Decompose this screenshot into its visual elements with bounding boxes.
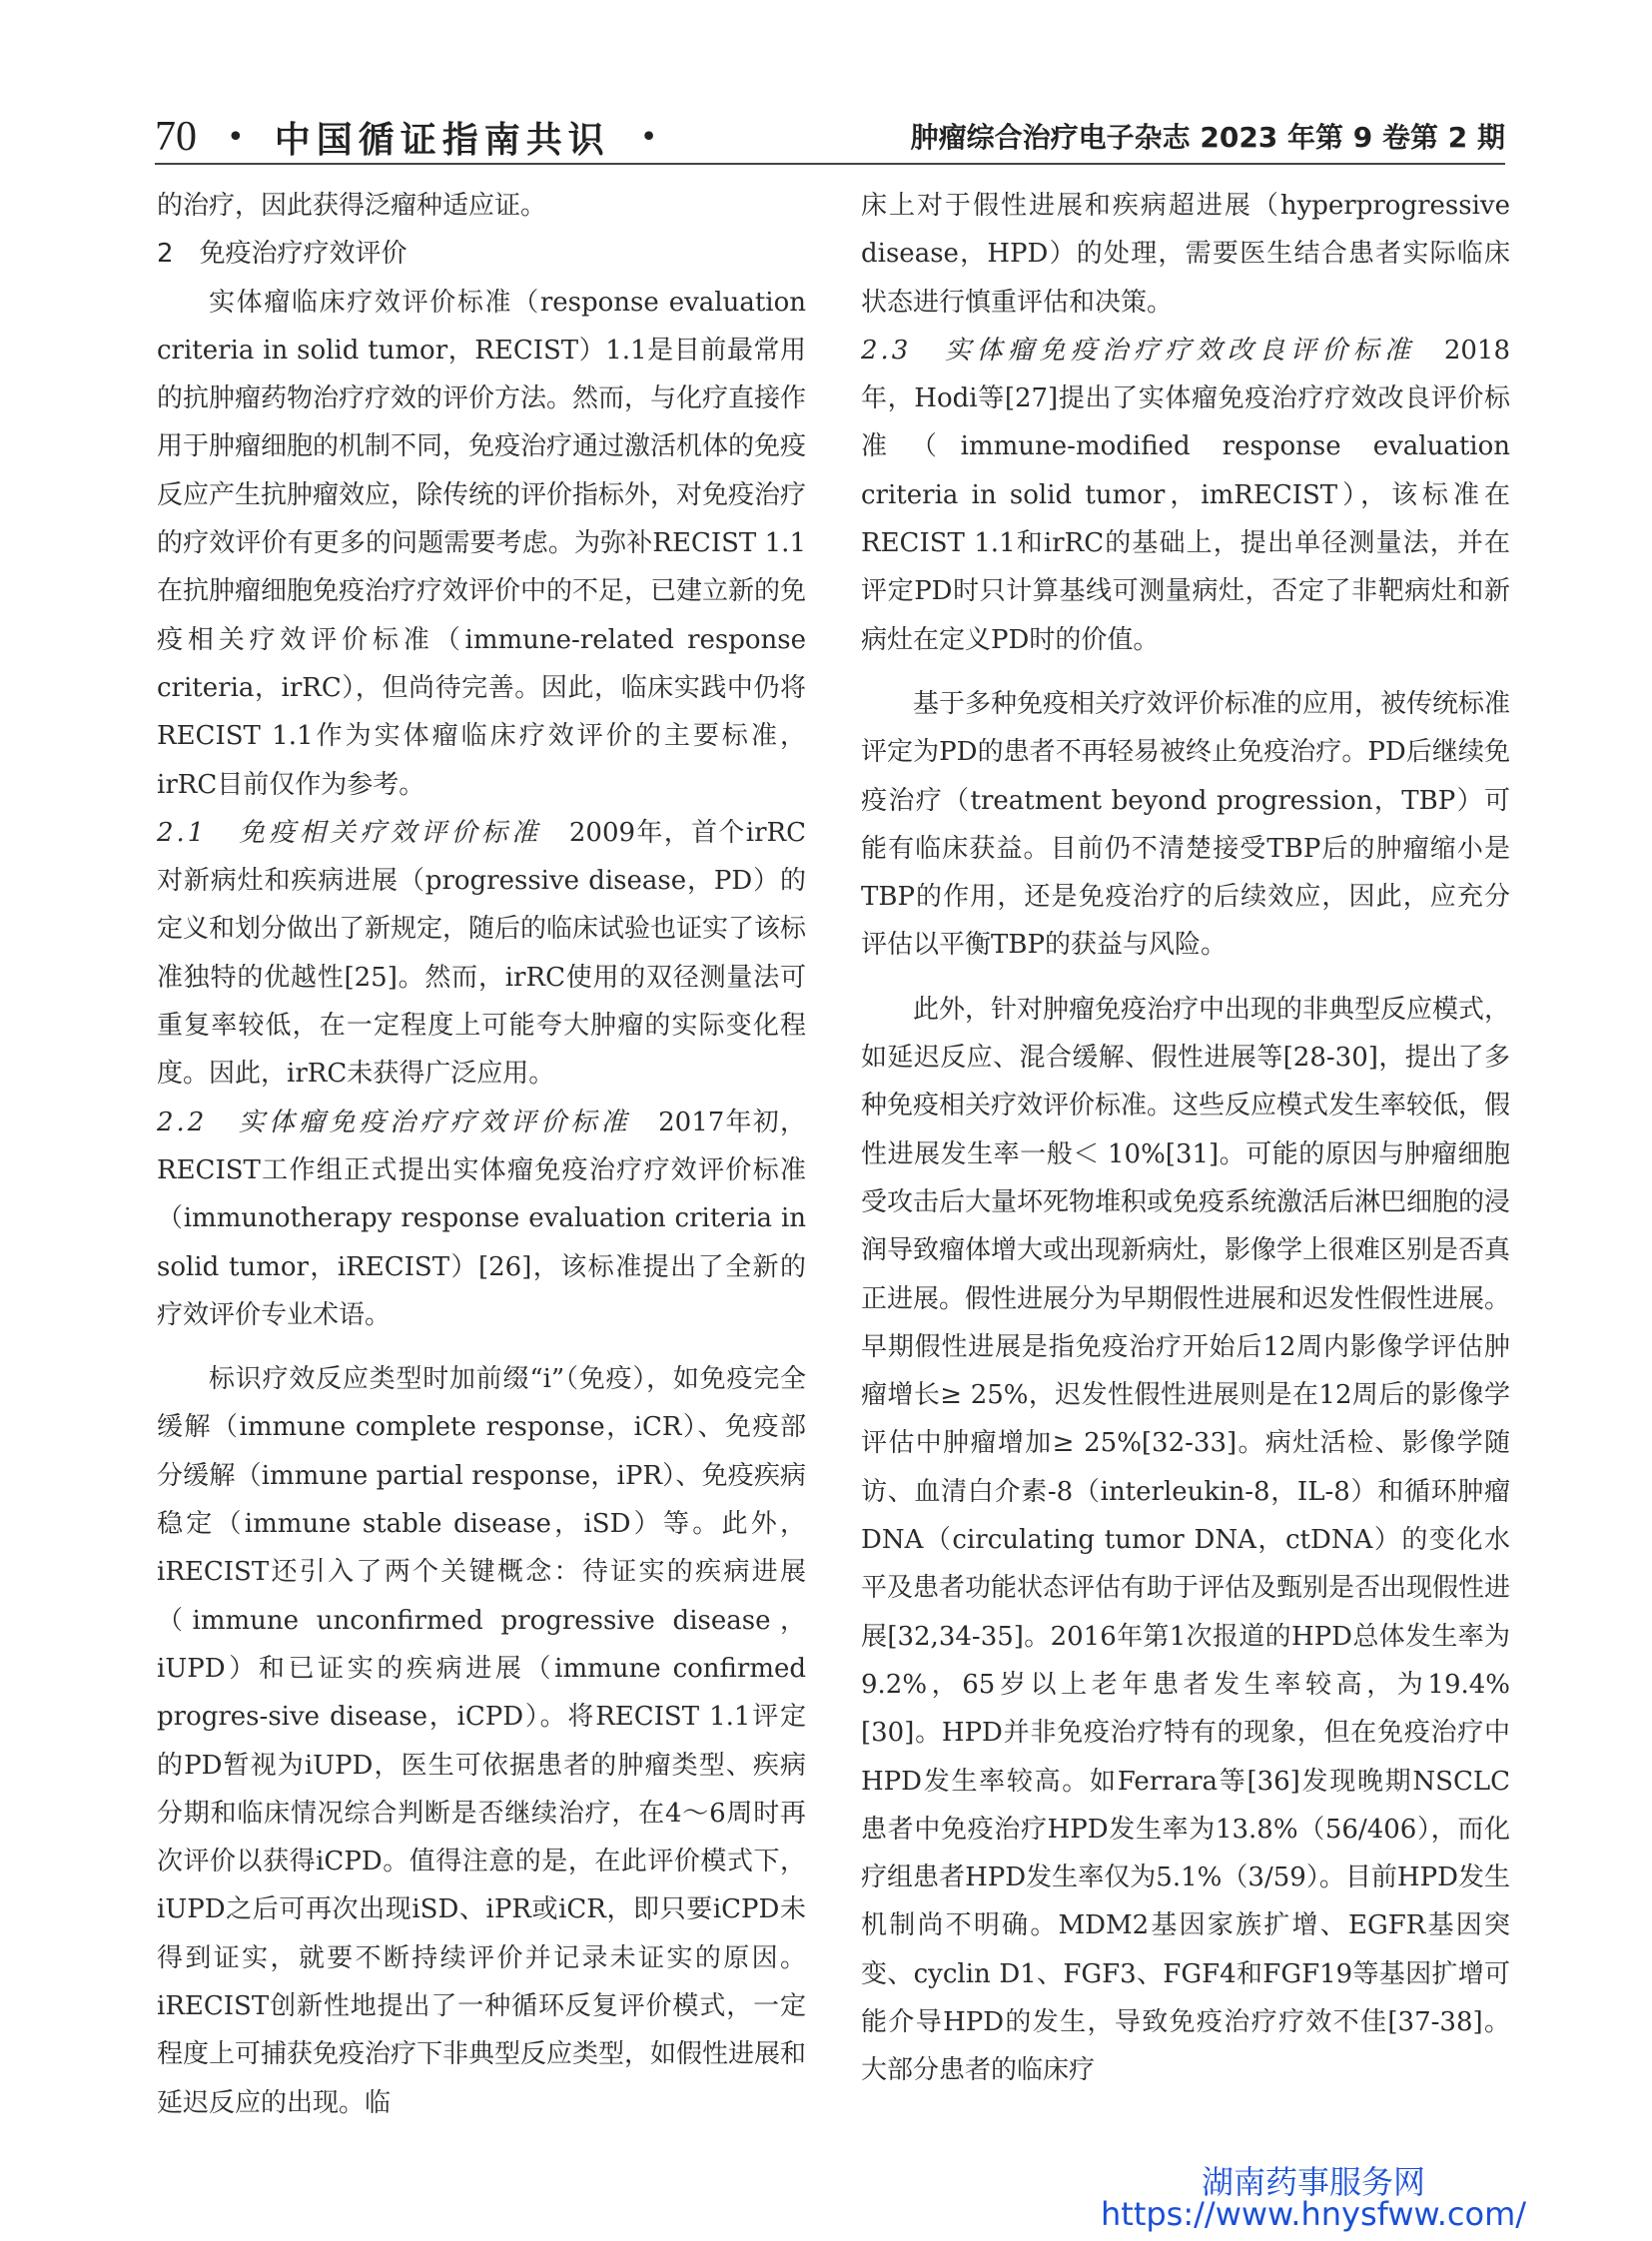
page-number: 70 (155, 114, 197, 160)
subsection-heading-2-2: 2.2 实体瘤免疫治疗疗效评价标准 (157, 1107, 631, 1137)
paragraph-tbp: 基于多种免疫相关疗效评价标准的应用，被传统标准评定为PD的患者不再轻易被终止免疫治疗。PD后继续免疫治疗（treatment beyond progression，TBP）可能有临床获益。目前仍不清楚接受TBP后的肿瘤缩小是TBP的作用，还是免疫治疗的后续效应，因此，应充分评估以平衡TBP的获益与风险。 (861, 688, 1511, 961)
paragraph-imrecist: 2018年，Hodi等[27]提出了实体瘤免疫治疗疗效改良评价标准（immune-modified response evaluation criteria in solid tumor，imRECIST），该标准在RECIST 1.1和irRC的基础上，提出单径测量法，并在评定PD时只计算基线可测量病灶，否定了非靶病灶和新病灶在定义PD时的价值。 (861, 335, 1510, 655)
subsection-2-3 (861, 327, 1510, 664)
paragraph-continuation-right: 床上对于假性进展和疾病超进展（hyperprogressive disease，HPD）的处理，需要医生结合患者实际临床状态进行慎重评估和决策。 (861, 191, 1510, 318)
right-column (861, 182, 1510, 2095)
subsection-heading-2-3: 2.3 实体瘤免疫治疗疗效改良评价标准 (861, 335, 1416, 366)
bullet-right: • (639, 119, 658, 155)
subsection-heading-2-1: 2.1 免疫相关疗效评价标准 (157, 817, 542, 848)
journal-column-name: 中国循证指南共识 (274, 118, 610, 161)
bullet-left: • (227, 119, 245, 155)
subsection-2-2 (157, 1099, 806, 1339)
paragraph-irrc: 2009年，首个irRC对新病灶和疾病进展（progressive disease，PD）的定义和划分做出了新规定，随后的临床试验也证实了该标准独特的优越性[25]。然而，irRC使用的双径测量法可重复率较低，在一定程度上可能夸大肿瘤的实际变化程度。因此，irRC未获得广泛应用。 (157, 817, 807, 1090)
paragraph-response-types: 标识疗效反应类型时加前缀“i”（免疫），如免疫完全缓解（immune complete response，iCR）、免疫部分缓解（immune partial response，iPR）、免疫疾病稳定（immune stable disease，iSD）等。此外，iRECIST还引入了两个关键概念：待证实的疾病进展（immune unconfirmed progressive disease，iUPD）和已证实的疾病进展（immune confirmed progres-sive disease，iCPD）。将RECIST 1.1评定的PD暂视为iUPD，医生可依据患者的肿瘤类型、疾病分期和临床情况综合判断是否继续治疗，在4～6周时再次评价以获得iCPD。值得注意的是，在此评价模式下，iUPD之后可再次出现iSD、iPR或iCR，即只要iCPD未得到证实，就要不断持续评价并记录未证实的原因。iRECIST创新性地提出了一种循环反复评价模式，一定程度上可捕获免疫治疗下非典型反应类型，如假性进展和延迟反应的出现。临 (157, 1364, 807, 2118)
paragraph-pseudoprogression: 此外，针对肿瘤免疫治疗中出现的非典型反应模式，如延迟反应、混合缓解、假性进展等[28-30]，提出了多种免疫相关疗效评价标准。这些反应模式发生率较低，假性进展发生率一般＜ 10%[31]。可能的原因与肿瘤细胞受攻击后大量坏死物堆积或免疫系统激活后淋巴细胞的浸润导致瘤体增大或出现新病灶，影像学上很难区别是否真正进展。假性进展分为早期假性进展和迟发性假性进展。早期假性进展是指免疫治疗开始后12周内影像学评估肿瘤增长≥ 25%，迟发性假性进展则是在12周后的影像学评估中肿瘤增加≥ 25%[32-33]。病灶活检、影像学随访、血清白介素-8（interleukin-8，IL-8）和循环肿瘤DNA（circulating tumor DNA，ctDNA）的变化水平及患者功能状态评估有助于评估及甄别是否出现假性进展[32,34-35]。2016年第1次报道的HPD总体发生率为9.2%，65岁以上老年患者发生率较高，为19.4%[30]。HPD并非免疫治疗特有的现象，但在免疫治疗中HPD发生率较高。如Ferrara等[36]发现晚期NSCLC患者中免疫治疗HPD发生率为13.8%（56/406），而化疗组患者HPD发生率仅为5.1%（3/59）。目前HPD发生机制尚不明确。MDM2基因家族扩增、EGFR基因突变、cyclin D1、FGF3、FGF4和FGF19等基因扩增可能介导HPD的发生，导致免疫治疗疗效不佳[37-38]。大部分患者的临床疗 (861, 994, 1511, 2086)
paragraph-irecist: 2017年初，RECIST工作组正式提出实体瘤免疫治疗疗效评价标准（immunotherapy response evaluation criteria in solid tumor，iRECIST）[26]，该标准提出了全新的疗效评价专业术语。 (157, 1107, 806, 1330)
journal-issue-info: 肿瘤综合治疗电子杂志 2023 年第 9 卷第 2 期 (910, 121, 1505, 154)
paragraph-recist: 实体瘤临床疗效评价标准（response evaluation criteria in solid tumor，RECIST）1.1是目前最常用的抗肿瘤药物治疗疗效的评价方法。然而，与化疗直接作用于肿瘤细胞的机制不同，免疫治疗通过激活机体的免疫反应产生抗肿瘤效应，除传统的评价指标外，对免疫治疗的疗效评价有更多的问题需要考虑。为弥补RECIST 1.1在抗肿瘤细胞免疫治疗疗效评价中的不足，已建立新的免疫相关疗效评价标准（immune-related response criteria，irRC），但尚待完善。因此，临床实践中仍将RECIST 1.1作为实体瘤临床疗效评价的主要标准，irRC目前仅作为参考。 (157, 287, 807, 800)
header-rule (155, 163, 1505, 165)
subsection-2-1 (157, 809, 806, 1099)
watermark-site-name: 湖南药事服务网 (1201, 2163, 1425, 2201)
watermark-url[interactable]: https://www.hnysfww.com/ (1100, 2195, 1527, 2233)
section-heading-2: 2 免疫治疗疗效评价 (157, 239, 408, 270)
running-header-left (155, 112, 687, 162)
paragraph-continuation: 的治疗，因此获得泛瘤种适应证。 (157, 191, 547, 221)
left-column (157, 182, 806, 2127)
